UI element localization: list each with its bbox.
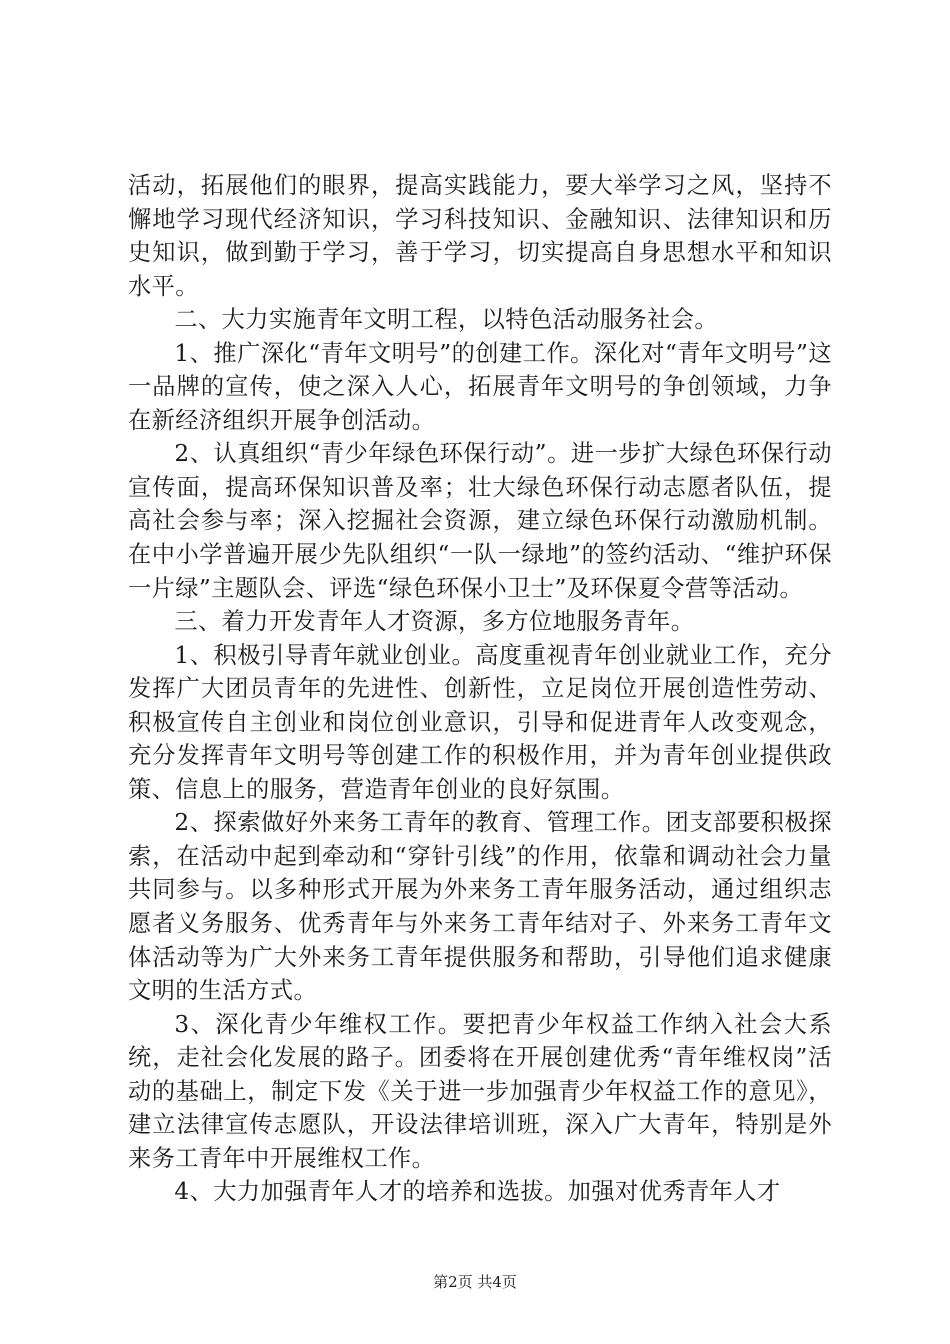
paragraph-3-3: 3、深化青少年维权工作。要把青少年权益工作纳入社会大系统，走社会化发展的路子。团委将在开展创建优秀“青年维权岗”活动的基础上，制定下发《关于进一步加强青少年权益工作的意见》，建立法律宣传志愿队，开设法律培训班，深入广大青年，特别是外来务工青年中开展维权工作。 — [128, 1010, 832, 1172]
paragraph-2-2: 2、认真组织“青少年绿色环保行动”。进一步扩大绿色环保行动宣传面，提高环保知识普及率；壮大绿色环保行动志愿者队伍，提高社会参与率；深入挖掘社会资源，建立绿色环保行动激励机制。在中小学普遍开展少先队组织“一队一绿地”的签约活动、“维护环保一片绿”主题队会、评选“绿色环保小卫士”及环保夏令营等活动。 — [128, 440, 832, 602]
paragraph-3-1: 1、积极引导青年就业创业。高度重视青年创业就业工作，充分发挥广大团员青年的先进性、创新性，立足岗位开展创造性劳动、积极宣传自主创业和岗位创业意识，引导和促进青年人改变观念，充分发挥青年文明号等创建工作的积极作用，并为青年创业提供政策、信息上的服务，营造青年创业的良好氛围。 — [128, 641, 832, 803]
page-footer: 第2页 共4页 — [433, 1273, 517, 1291]
section-heading-3: 三、着力开发青年人才资源，多方位地服务青年。 — [174, 608, 695, 636]
section-heading-2: 二、大力实施青年文明工程，以特色活动服务社会。 — [174, 306, 719, 334]
paragraph-3-2: 2、探索做好外来务工青年的教育、管理工作。团支部要积极探索，在活动中起到牵动和“穿针引线”的作用，依靠和调动社会力量共同参与。以多种形式开展为外来务工青年服务活动，通过组织志愿者义务服务、优秀青年与外来务工青年结对子、外来务工青年文体活动等为广大外来务工青年提供服务和帮助，引导他们追求健康文明的生活方式。 — [128, 809, 832, 1005]
paragraph-2-1: 1、推广深化“青年文明号”的创建工作。深化对“青年文明号”这一品牌的宣传，使之深入人心，拓展青年文明号的争创领域，力争在新经济组织开展争创活动。 — [128, 339, 832, 434]
document-body — [128, 169, 832, 1209]
paragraph-3-4: 4、大力加强青年人才的培养和选拔。加强对优秀青年人才 — [174, 1178, 781, 1206]
paragraph-continuation: 活动，拓展他们的眼界，提高实践能力，要大举学习之风，坚持不懈地学习现代经济知识，学习科技知识、金融知识、法律知识和历史知识，做到勤于学习，善于学习，切实提高自身思想水平和知识水平。 — [128, 172, 832, 300]
